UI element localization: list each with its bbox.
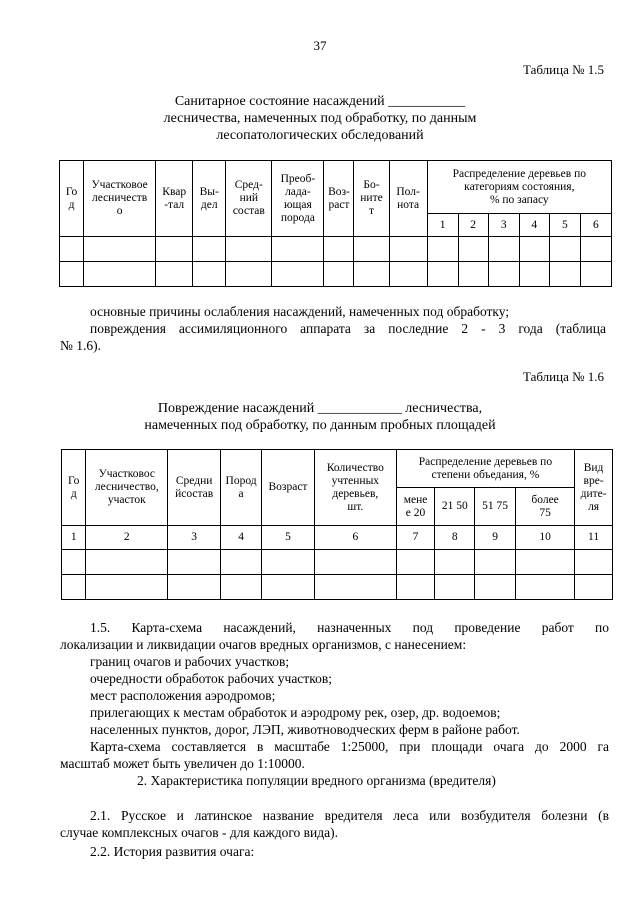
- scale-line1: Карта-схема составляется в масштабе 1:25000, при площади очага до 2000 га: [90, 739, 609, 754]
- col-header-year: Го д: [60, 161, 84, 237]
- col-header-dominant-species: Преоб- лада- ющая порода: [272, 161, 324, 237]
- col-header-composition: Средни йсостав: [168, 450, 221, 526]
- col-header-tree-count: Количество учтенных деревьев, шт.: [315, 450, 397, 526]
- table-label-1-5: Таблица № 1.5: [522, 62, 604, 77]
- section-1-5-line1: 1.5. Карта-схема насаждений, назначенных под проведение работ по: [90, 620, 609, 635]
- section-2-1-line2: случае комплексных очагов - для каждого вида).: [60, 825, 339, 840]
- category-header: 6: [580, 214, 611, 237]
- list-item: прилегающих к местам обработок и аэродрому рек, озер, др. водоемов;: [90, 705, 501, 720]
- category-header: 5: [549, 214, 580, 237]
- list-item: мест расположения аэродромов;: [90, 688, 276, 703]
- subheader-less-20: мене е 20: [396, 488, 435, 526]
- table-title-1-6-line2: намеченных под обработку, по данным пробных площадей: [144, 418, 496, 433]
- table-1-5: [59, 160, 612, 287]
- col-header-defoliation: Распределение деревьев по степени объедания, %: [396, 450, 575, 488]
- list-item: населенных пунктов, дорог, ЛЭП, животноводческих ферм в районе работ.: [90, 722, 520, 737]
- subheader-more-75: более 75: [516, 488, 575, 526]
- table-row: [60, 237, 612, 262]
- list-item: очередности обработок рабочих участков;: [90, 671, 332, 686]
- table-row: [60, 262, 612, 287]
- scale-line2: масштаб может быть увеличен до 1:10000.: [60, 756, 305, 771]
- section-1-5-line2: локализации и ликвидации очагов вредных организмов, с нанесением:: [60, 637, 467, 652]
- subheader-21-50: 21 50: [435, 488, 475, 526]
- col-header-distribution: Распределение деревьев по категориям состояния, % по запасу: [427, 161, 611, 214]
- table-title-1-5-line3: лесопатологических обследований: [216, 128, 424, 143]
- section-2-2: 2.2. История развития очага:: [90, 844, 255, 859]
- col-header-forestry-plot: Участковос лесничество, участок: [86, 450, 168, 526]
- category-header: 2: [458, 214, 488, 237]
- list-item: границ очагов и рабочих участков;: [90, 654, 290, 669]
- table-title-1-6-line1: Повреждение насаждений ____________ лесничества,: [157, 401, 483, 416]
- table-title-1-5-line2: лесничества, намеченных под обработку, по данным: [163, 111, 477, 126]
- table-label-1-6: Таблица № 1.6: [522, 369, 604, 384]
- table-1-6: [61, 449, 613, 600]
- col-header-age: Воз- раст: [324, 161, 354, 237]
- subheader-51-75: 51 75: [475, 488, 516, 526]
- page-number: 37: [313, 38, 327, 53]
- col-header-age: Возраст: [261, 450, 314, 526]
- table-title-1-5-line1: Санитарное состояние насаждений ___________: [174, 94, 466, 109]
- table-row: [62, 575, 613, 600]
- col-header-species: Пород а: [221, 450, 262, 526]
- table-row: [62, 550, 613, 575]
- paragraph-weakening-causes: основные причины ослабления насаждений, намеченных под обработку;: [90, 304, 510, 319]
- column-numbers-row: 1 2 3 4 5 6 7 8 9 10 11: [62, 526, 613, 550]
- category-header: 4: [519, 214, 549, 237]
- paragraph-damage-line1: повреждения ассимиляционного аппарата за последние 2 - 3 года (таблица: [90, 321, 606, 336]
- section-2-title: 2. Характеристика популяции вредного организма (вредителя): [137, 773, 496, 788]
- col-header-year: Го д: [62, 450, 86, 526]
- col-header-pest-species: Вид вре- дите- ля: [575, 450, 613, 526]
- col-header-plot: Вы- дел: [193, 161, 226, 237]
- col-header-composition: Сред- ний состав: [226, 161, 272, 237]
- paragraph-damage-line2: № 1.6).: [60, 338, 102, 353]
- col-header-bonitet: Бо- ните т: [354, 161, 389, 237]
- category-header: 3: [488, 214, 519, 237]
- section-2-1-line1: 2.1. Русское и латинское название вредителя леса или возбудителя болезни (в: [90, 808, 609, 823]
- col-header-density: Пол- нота: [389, 161, 427, 237]
- category-header: 1: [427, 214, 458, 237]
- col-header-quarter: Квар -тал: [156, 161, 193, 237]
- col-header-forestry: Участковое лесничеств о: [84, 161, 156, 237]
